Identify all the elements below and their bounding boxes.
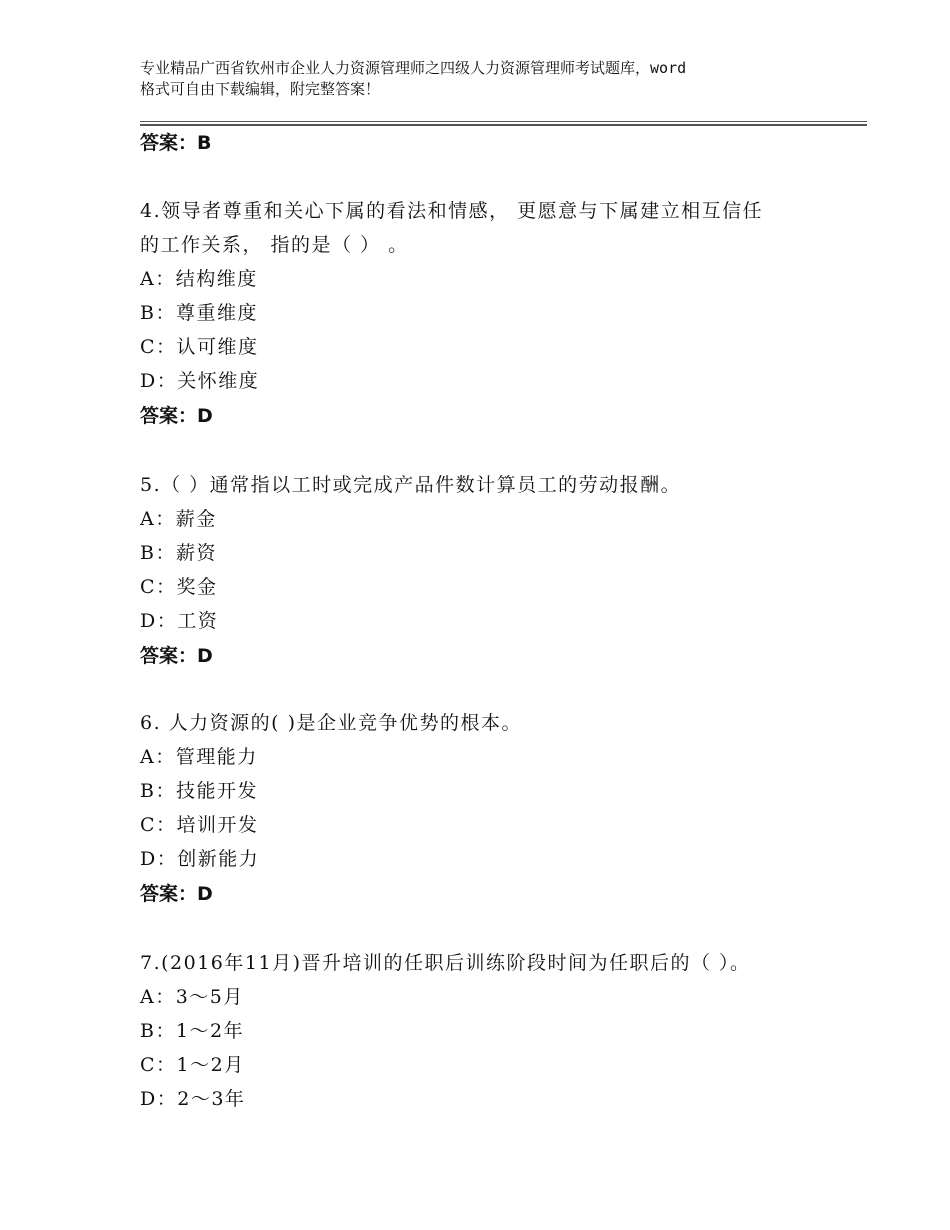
q4-stem-line-1: 4.领导者尊重和关心下属的看法和情感， 更愿意与下属建立相互信任 [140,200,764,222]
header-divider-thin [140,121,867,122]
q4-option-a: A：结构维度 [140,268,258,290]
q4-option-b: B：尊重维度 [140,302,258,324]
q7-option-c: C：1～2月 [140,1054,245,1076]
q3-answer: 答案：B [140,132,212,154]
q6-answer: 答案：D [140,883,213,905]
q6-option-a: A：管理能力 [140,746,258,768]
q7-option-b: B：1～2年 [140,1020,245,1042]
q7-option-a: A：3～5月 [140,986,244,1008]
q4-stem-line-2: 的工作关系， 指的是（ ） 。 [140,234,409,256]
q7-stem-line-1: 7.(2016年11月)晋升培训的任职后训练阶段时间为任职后的（ ）。 [140,952,751,974]
q5-answer: 答案：D [140,645,213,667]
q6-option-d: D：创新能力 [140,848,260,870]
q6-option-b: B：技能开发 [140,780,258,802]
q5-option-d: D：工资 [140,610,219,632]
q4-option-c: C：认可维度 [140,336,259,358]
document-header [140,58,840,100]
q6-stem-line-1: 6. 人力资源的( )是企业竞争优势的根本。 [140,712,523,734]
q5-stem-line-1: 5.（ ）通常指以工时或完成产品件数计算员工的劳动报酬。 [140,474,682,496]
q7-option-d: D：2～3年 [140,1088,246,1110]
q5-option-a: A：薪金 [140,508,217,530]
q6-option-c: C：培训开发 [140,814,259,836]
q4-answer: 答案：D [140,405,213,427]
q5-option-c: C：奖金 [140,576,218,598]
header-line-1: 专业精品广西省钦州市企业人力资源管理师之四级人力资源管理师考试题库，word [140,59,687,77]
q5-option-b: B：薪资 [140,542,217,564]
header-divider-thick [140,124,867,126]
header-line-2: 格式可自由下载编辑，附完整答案！ [140,80,381,98]
q4-option-d: D：关怀维度 [140,370,260,392]
